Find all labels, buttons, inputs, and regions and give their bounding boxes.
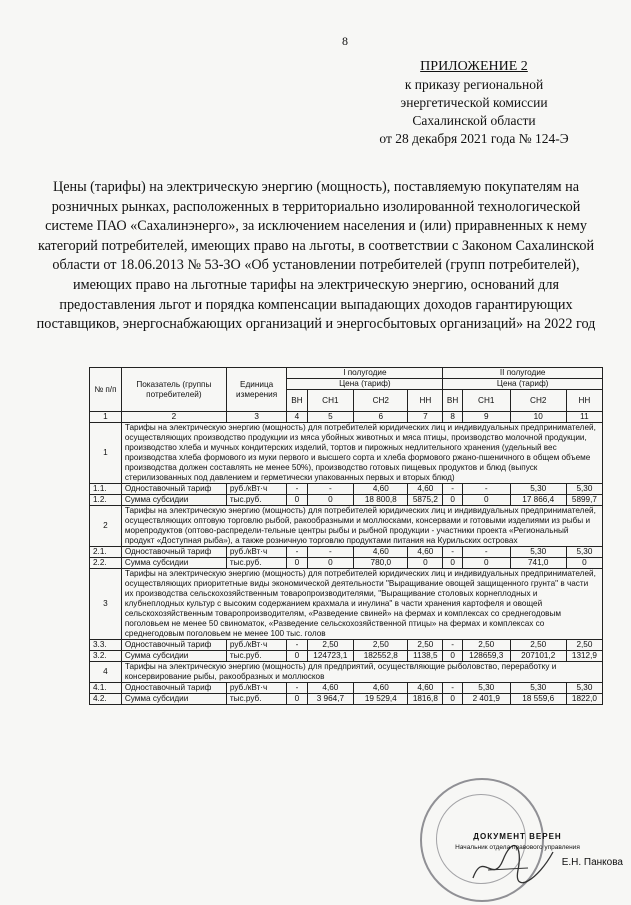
header-unit: Единица измерения (226, 368, 286, 412)
row-name: Сумма субсидии (121, 558, 226, 569)
certification-title: ДОКУМЕНТ ВЕРЕН (473, 832, 562, 841)
table-row (90, 683, 603, 694)
value-cell: 207101,2 (510, 651, 566, 662)
row-unit: руб./кВт·ч (226, 640, 286, 651)
value-cell: 0 (408, 558, 443, 569)
header-price-2: Цена (тариф) (443, 379, 603, 390)
value-cell: 2 401,9 (462, 694, 510, 705)
value-cell: - (287, 640, 307, 651)
value-cell: 4,60 (354, 547, 408, 558)
row-number: 1.2. (90, 495, 122, 506)
certification-department: Начальник отдела правового управления (455, 844, 580, 851)
value-cell: 5,30 (566, 683, 602, 694)
row-unit: тыс.руб. (226, 651, 286, 662)
header-group: Показатель (группы потребителей) (121, 368, 226, 412)
section-description: Тарифы на электрическую энергию (мощность) для предприятий, осуществляющие рыболовство, переработку и консервирование рыбы, ракообразных и моллюсков (121, 662, 602, 683)
tariff-table (89, 367, 603, 705)
value-cell: 780,0 (354, 558, 408, 569)
value-cell: 5,30 (510, 683, 566, 694)
table-row (90, 484, 603, 495)
row-unit: руб./кВт·ч (226, 484, 286, 495)
column-number-row (90, 412, 603, 423)
value-cell: 0 (307, 558, 354, 569)
certification-block (410, 832, 625, 868)
value-cell: 3 964,7 (307, 694, 354, 705)
value-cell: 0 (443, 694, 463, 705)
column-number: 2 (121, 412, 226, 423)
value-cell: 5,30 (462, 683, 510, 694)
certification-name: Е.Н. Панкова (561, 857, 623, 868)
row-unit: тыс.руб. (226, 694, 286, 705)
value-cell: 128659,3 (462, 651, 510, 662)
value-cell: 0 (287, 694, 307, 705)
value-cell: 4,60 (408, 484, 443, 495)
appendix-title: ПРИЛОЖЕНИЕ 2 (420, 59, 528, 74)
column-number: 3 (226, 412, 286, 423)
row-name: Сумма субсидии (121, 651, 226, 662)
row-number: 3.2. (90, 651, 122, 662)
row-name: Одноставочный тариф (121, 547, 226, 558)
section-number: 1 (90, 423, 122, 484)
value-cell: 17 866,4 (510, 495, 566, 506)
section-row (90, 506, 603, 547)
row-number: 2.2. (90, 558, 122, 569)
value-cell: - (462, 547, 510, 558)
table-row (90, 558, 603, 569)
row-number: 2.1. (90, 547, 122, 558)
value-cell: - (443, 683, 463, 694)
value-cell: 2,50 (510, 640, 566, 651)
column-number: 7 (408, 412, 443, 423)
value-cell: 5,30 (566, 547, 602, 558)
value-cell: 5,30 (510, 484, 566, 495)
value-cell: 0 (287, 495, 307, 506)
value-cell: 4,60 (408, 547, 443, 558)
value-cell: 1138,5 (408, 651, 443, 662)
row-name: Сумма субсидии (121, 694, 226, 705)
table-row (90, 640, 603, 651)
section-number: 4 (90, 662, 122, 683)
value-cell: 5899,7 (566, 495, 602, 506)
value-cell: 1312,9 (566, 651, 602, 662)
row-number: 1.1. (90, 484, 122, 495)
value-cell: - (307, 484, 354, 495)
appendix-line: энергетической комиссии (400, 95, 548, 110)
level-header: ВН (287, 390, 307, 412)
column-number: 5 (307, 412, 354, 423)
level-header: НН (408, 390, 443, 412)
section-number: 2 (90, 506, 122, 547)
value-cell: 4,60 (354, 683, 408, 694)
appendix-line: Сахалинской области (412, 113, 536, 128)
value-cell: 0 (443, 495, 463, 506)
level-header: СН2 (510, 390, 566, 412)
column-number: 4 (287, 412, 307, 423)
table-row (90, 495, 603, 506)
value-cell: 182552,8 (354, 651, 408, 662)
value-cell: 2,50 (354, 640, 408, 651)
header-half-1: I полугодие (287, 368, 443, 379)
column-number: 6 (354, 412, 408, 423)
value-cell: - (287, 683, 307, 694)
value-cell: 0 (566, 558, 602, 569)
value-cell: 0 (462, 558, 510, 569)
row-name: Одноставочный тариф (121, 484, 226, 495)
column-number: 11 (566, 412, 602, 423)
value-cell: 0 (443, 558, 463, 569)
value-cell: 0 (287, 651, 307, 662)
value-cell: 5,30 (566, 484, 602, 495)
section-row (90, 662, 603, 683)
value-cell: 18 800,8 (354, 495, 408, 506)
value-cell: - (443, 640, 463, 651)
header-price-1: Цена (тариф) (287, 379, 443, 390)
row-name: Сумма субсидии (121, 495, 226, 506)
row-number: 4.2. (90, 694, 122, 705)
value-cell: 1822,0 (566, 694, 602, 705)
value-cell: - (443, 484, 463, 495)
value-cell: 0 (443, 651, 463, 662)
value-cell: - (462, 484, 510, 495)
page-number: 8 (342, 34, 348, 48)
column-number: 9 (462, 412, 510, 423)
value-cell: 5,30 (510, 547, 566, 558)
value-cell: 0 (307, 495, 354, 506)
section-description: Тарифы на электрическую энергию (мощность) для потребителей юридических лиц и индивидуальных предпринимателей, осуществляющих приоритетные виды экономической деятельности "Выращивание овощей защищенного грунта" в части их производства сельскохозяйственным товаропроизводителями, "Выращивание столовых корнеплодных и клубнеплодных культур с высоким содержанием крахмала и инулина" в части хранения картофеля и овощей сельскохозяйственным товаропроизводителям, «Разведение свиней» на фермах и комплексах со среднегодовым поголовьем не менее 50 свиноматок, «Разведение сельскохозяйственной птицы» на фермах и комплексах со среднегодовым поголовьем не менее 100 тыс. голов (121, 569, 602, 640)
column-number: 1 (90, 412, 122, 423)
section-description: Тарифы на электрическую энергию (мощность) для потребителей юридических лиц и индивидуальных предпринимателей, осуществляющих оптовую торговлю рыбой, ракообразными и моллюсками, консервами и готовыми изделиями из рыбы и морепродуктов (оптово-распредели-тельные центры рыбы и рыбной продукции - участники проекта «Региональный продукт «Доступная рыба»), а также розничную торговлю продуктами питания на Курильских островах (121, 506, 602, 547)
value-cell: - (443, 547, 463, 558)
value-cell: - (287, 547, 307, 558)
value-cell: 741,0 (510, 558, 566, 569)
value-cell: 5875,2 (408, 495, 443, 506)
value-cell: 19 529,4 (354, 694, 408, 705)
table-row (90, 651, 603, 662)
value-cell: 0 (462, 495, 510, 506)
table-row (90, 547, 603, 558)
row-name: Одноставочный тариф (121, 640, 226, 651)
row-unit: руб./кВт·ч (226, 683, 286, 694)
appendix-line: к приказу региональной (404, 77, 544, 92)
level-header: СН1 (462, 390, 510, 412)
value-cell: - (287, 484, 307, 495)
appendix-block (359, 58, 589, 148)
value-cell: 18 559,6 (510, 694, 566, 705)
value-cell: - (307, 547, 354, 558)
section-row (90, 569, 603, 640)
row-number: 4.1. (90, 683, 122, 694)
level-header: НН (566, 390, 602, 412)
row-name: Одноставочный тариф (121, 683, 226, 694)
row-unit: тыс.руб. (226, 495, 286, 506)
level-header: СН2 (354, 390, 408, 412)
table-row (90, 694, 603, 705)
value-cell: 2,50 (307, 640, 354, 651)
column-number: 8 (443, 412, 463, 423)
header-row (90, 368, 603, 379)
value-cell: 4,60 (307, 683, 354, 694)
value-cell: 124723,1 (307, 651, 354, 662)
row-unit: тыс.руб. (226, 558, 286, 569)
value-cell: 2,50 (566, 640, 602, 651)
value-cell: 4,60 (408, 683, 443, 694)
level-header: ВН (443, 390, 463, 412)
row-number: 3.3. (90, 640, 122, 651)
value-cell: 0 (287, 558, 307, 569)
section-description: Тарифы на электрическую энергию (мощность) для потребителей юридических лиц и индивидуальных предпринимателей, осуществляющих производство продукции из мяса убойных животных и мяса птицы, производство молочной продукции, производство хлеба и мучных кондитерских изделий, тортов и пирожных недлительного хранения (удельный вес производства хлеба формового из муки первого и высшего сорта и хлеба формового ржано-пшеничного в общем объеме производства должен составлять не менее 50%), производство готовых пищевых продуктов и блюд (выпуск стерилизованных под давлением и герметически упакованных первых и вторых блюд) (121, 423, 602, 484)
value-cell: 2,50 (408, 640, 443, 651)
header-num: № п/п (90, 368, 122, 412)
section-number: 3 (90, 569, 122, 640)
value-cell: 1816,8 (408, 694, 443, 705)
header-half-2: II полугодие (443, 368, 603, 379)
column-number: 10 (510, 412, 566, 423)
appendix-line: от 28 декабря 2021 года № 124-Э (379, 131, 569, 146)
value-cell: 2,50 (462, 640, 510, 651)
section-row (90, 423, 603, 484)
document-heading: Цены (тарифы) на электрическую энергию (мощность), поставляемую покупателям на розничных рынках, расположенных в территориально изолированной технологической системе ПАО «Сахалинэнерго», за исключением населения и (или) приравненных к нему категорий потребителей, имеющих право на льготы, в соответствии с Законом Сахалинской области от 18.06.2013 № 53-ЗО «Об установлении потребителей (групп потребителей), имеющих право на льготные тарифы на электрическую энергию, оснований для предоставления льгот и порядка компенсации выпадающих доходов гарантирующих поставщиков, энергоснабжающих организаций и энергосбытовых организаций» на 2022 год (36, 179, 596, 333)
row-unit: руб./кВт·ч (226, 547, 286, 558)
level-header: СН1 (307, 390, 354, 412)
value-cell: 4,60 (354, 484, 408, 495)
